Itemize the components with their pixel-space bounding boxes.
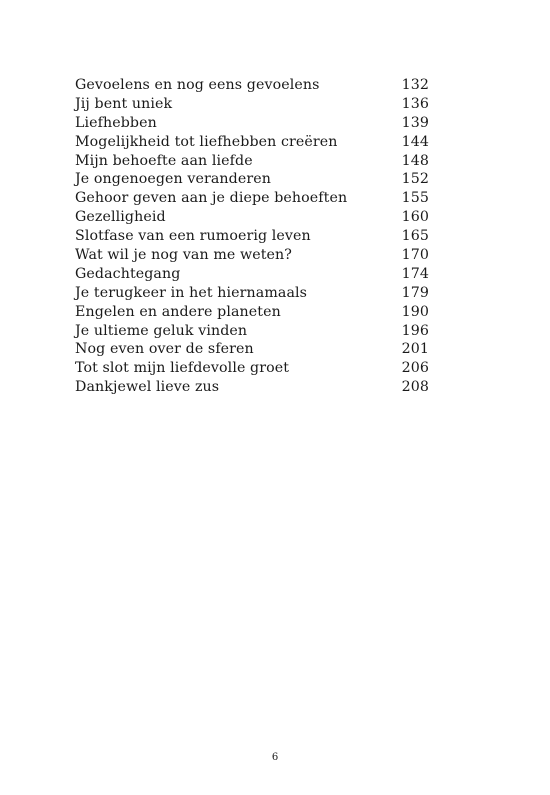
toc-entry: [75, 265, 429, 284]
toc-entry-title: Nog even over de sferen: [75, 341, 254, 358]
toc-entry: [75, 378, 429, 397]
toc-entry-title: Tot slot mijn liefdevolle groet: [75, 360, 290, 377]
toc-entry: [75, 303, 429, 322]
toc-entry-page: 206: [401, 360, 429, 377]
toc-entry: [75, 95, 429, 114]
toc-entry-title: Mijn behoefte aan liefde: [75, 152, 253, 169]
toc-entry: [75, 322, 429, 341]
toc-entry-title: Liefhebben: [75, 114, 157, 131]
toc-entry: [75, 340, 429, 359]
toc-entry-title: Je ongenoegen veranderen: [75, 171, 271, 188]
toc-entry-title: Gezelligheid: [75, 209, 166, 226]
toc-entry-page: 148: [401, 152, 429, 169]
toc-entry-page: 201: [401, 341, 429, 358]
toc-entry-page: 179: [401, 284, 429, 301]
toc-entry-page: 160: [401, 209, 429, 226]
toc-entry-title: Engelen en andere planeten: [75, 303, 281, 320]
toc-entry: [75, 114, 429, 133]
toc-entry-title: Wat wil je nog van me weten?: [75, 247, 292, 264]
toc-entry: [75, 284, 429, 303]
toc-entry: [75, 359, 429, 378]
toc-entry: [75, 189, 429, 208]
toc-entry-title: Slotfase van een rumoerig leven: [75, 228, 311, 245]
toc-entry-title: Je terugkeer in het hiernamaals: [75, 284, 308, 301]
toc-entry-page: 190: [401, 303, 429, 320]
table-of-contents: [75, 76, 429, 397]
toc-entry-page: 155: [401, 190, 429, 207]
toc-entry-page: 152: [401, 171, 429, 188]
toc-entry-page: 165: [401, 228, 429, 245]
toc-entry: [75, 170, 429, 189]
toc-entry-title: Mogelijkheid tot liefhebben creëren: [75, 133, 338, 150]
toc-entry-page: 208: [401, 379, 429, 396]
toc-entry-page: 174: [401, 265, 429, 282]
toc-entry: [75, 246, 429, 265]
toc-entry-title: Gedachtegang: [75, 265, 181, 282]
toc-entry: [75, 76, 429, 95]
toc-entry: [75, 227, 429, 246]
toc-entry: [75, 208, 429, 227]
toc-entry-page: 196: [401, 322, 429, 339]
toc-entry-page: 139: [401, 114, 429, 131]
toc-entry: [75, 152, 429, 171]
toc-entry-page: 132: [401, 77, 429, 93]
toc-entry-title: Gevoelens en nog eens gevoelens: [75, 77, 320, 93]
toc-entry-page: 170: [401, 247, 429, 264]
toc-entry-title: Dankjewel lieve zus: [75, 379, 220, 396]
toc-entry: [75, 133, 429, 152]
page-number: 6: [271, 752, 279, 763]
toc-entry-title: Je ultieme geluk vinden: [75, 322, 248, 339]
toc-entry-title: Gehoor geven aan je diepe behoeften: [75, 190, 348, 207]
toc-entry-title: Jij bent uniek: [75, 95, 173, 112]
toc-entry-page: 144: [401, 133, 429, 150]
toc-entry-page: 136: [401, 95, 429, 112]
